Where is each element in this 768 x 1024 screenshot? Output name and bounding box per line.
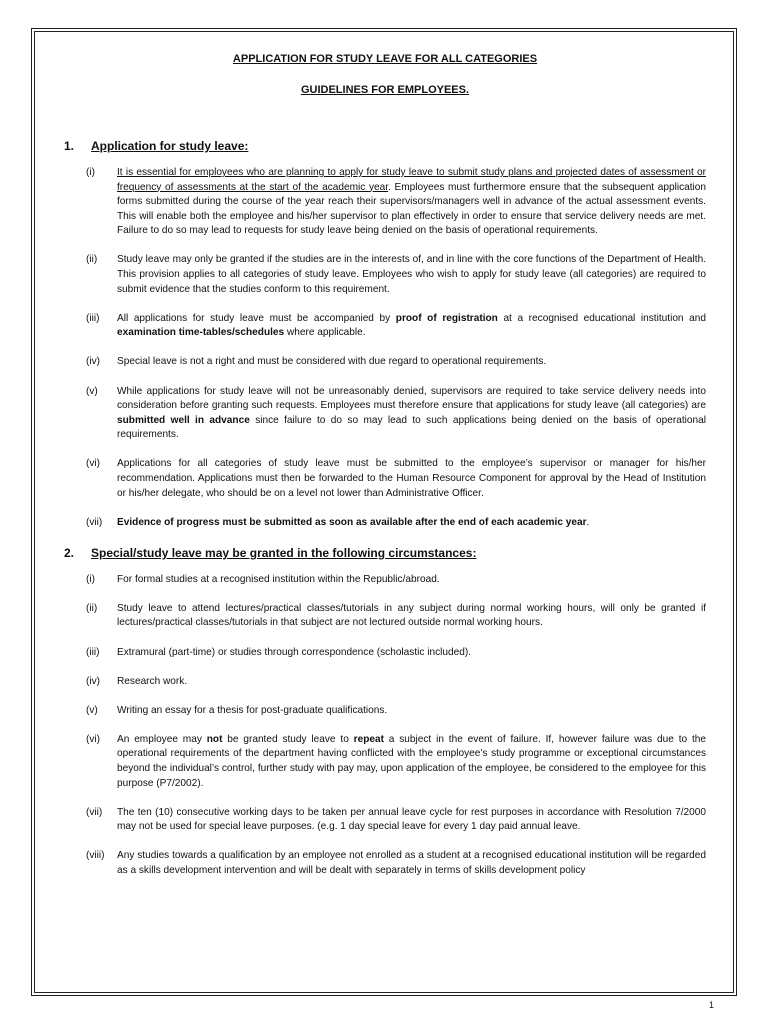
document-subtitle: GUIDELINES FOR EMPLOYEES. xyxy=(300,84,470,96)
document-body xyxy=(64,52,706,893)
item-number: (iv) xyxy=(86,675,101,687)
list-item xyxy=(64,516,706,531)
item-number: (vii) xyxy=(86,516,103,528)
item-number: (ii) xyxy=(86,254,98,266)
item-text xyxy=(117,806,706,835)
text-run: Writing an essay for a thesis for post-graduate qualifications. xyxy=(117,704,388,716)
list-item xyxy=(64,385,706,443)
sections-container xyxy=(64,138,706,879)
text-run: where applicable. xyxy=(284,327,366,339)
section-number: 1. xyxy=(64,139,75,153)
text-run: For formal studies at a recognised institution within the Republic/abroad. xyxy=(117,573,440,585)
emphasis-text: Evidence of progress must be submitted as soon as available after the end of each academic year xyxy=(117,516,587,528)
list-item xyxy=(64,704,706,719)
text-run: . Employees must furthermore ensure that the subsequent application forms submitted during the course of the year reach their supervisors/managers well in advance of the actual assessment events. This will enable both the employee and his/her supervisor to plan effectively in order to ensure that service delivery needs are met. Failure to do so may lead to requests for study leave being denied on the basis of operational requirements. xyxy=(117,181,706,237)
item-number: (vi) xyxy=(86,458,101,470)
text-run: Research work. xyxy=(117,675,188,687)
text-run: Study leave may only be granted if the studies are in the interests of, and in line with the core functions of the Department of Health. This provision applies to all categories of study leave. Employees who wish to apply for study leave (all categories) are required to submit evidence that the studies conform to this requirement. xyxy=(117,254,706,295)
item-text xyxy=(117,573,706,588)
list-item xyxy=(64,675,706,690)
emphasis-text: repeat xyxy=(353,733,384,745)
list-item xyxy=(64,166,706,239)
list-item xyxy=(64,355,706,370)
item-text xyxy=(117,602,706,631)
item-number: (i) xyxy=(86,573,95,585)
item-text xyxy=(117,516,706,531)
emphasis-text: not xyxy=(206,733,223,745)
list-item xyxy=(64,253,706,297)
text-run: . xyxy=(586,516,590,528)
document-title: APPLICATION FOR STUDY LEAVE FOR ALL CATEGORIES xyxy=(232,53,538,65)
list-item xyxy=(64,646,706,661)
section-heading xyxy=(64,138,706,154)
text-run: While applications for study leave will not be unreasonably denied, supervisors are required to take service delivery needs into consideration before granting such requests. Employees must therefore ensure that applications for study leave (all categories) are xyxy=(117,385,706,412)
item-text xyxy=(117,166,706,239)
section-number: 2. xyxy=(64,545,75,560)
item-text xyxy=(117,646,706,661)
text-run: An employee may xyxy=(117,733,207,745)
item-text xyxy=(117,849,706,878)
item-text xyxy=(117,675,706,690)
text-run: be granted study leave to xyxy=(222,733,354,745)
section-title: Special/study leave may be granted in the following circumstances: xyxy=(91,545,477,560)
text-run: a subject in the event of failure. If, however failure was due to the operational requirements of the department having conflicted with the employee’s study programme or exceptional circumstances beyond the individual’s control, further study with pay may, upon application of the employee, be considered to the employee for this purpose (P7/2002). xyxy=(117,733,706,789)
emphasis-text: examination time-tables/schedules xyxy=(117,327,285,339)
item-text xyxy=(117,385,706,443)
item-text xyxy=(117,355,706,370)
item-number: (iii) xyxy=(86,312,100,324)
text-run: Study leave to attend lectures/practical classes/tutorials in any subject during normal working hours, will only be granted if lectures/practical classes/tutorials in that subject are not lectured outside normal working hours. xyxy=(117,602,706,629)
section-2 xyxy=(64,545,706,879)
section-title: Application for study leave: xyxy=(91,139,249,153)
item-number: (vi) xyxy=(86,733,101,745)
emphasis-text: submitted well in advance xyxy=(117,414,250,426)
list-item xyxy=(64,457,706,501)
list-item xyxy=(64,312,706,341)
text-run: The ten (10) consecutive working days to be taken per annual leave cycle for rest purposes in accordance with Resolution 7/2000 may not be used for special leave purposes. (e.g. 1 day special leave for every 1 day paid annual leave. xyxy=(117,806,706,833)
item-text xyxy=(117,312,706,341)
underlined-text: It is essential for employees who are planning to apply for study leave to submit study plans and projected dates of assessment or frequency of assessments at the start of the academic year xyxy=(117,167,706,193)
list-item xyxy=(64,602,706,631)
text-run: Special leave is not a right and must be considered with due regard to operational requirements. xyxy=(117,356,547,368)
item-number: (iii) xyxy=(86,646,100,658)
emphasis-text: proof of registration xyxy=(395,312,498,324)
list-item xyxy=(64,573,706,588)
text-run: Any studies towards a qualification by an employee not enrolled as a student at a recognised educational institution will be regarded as a skills development intervention and will be dealt with separately in terms of skills development policy xyxy=(117,850,706,876)
list-item xyxy=(64,806,706,835)
item-number: (vii) xyxy=(86,806,103,818)
text-run: since failure to do so may lead to such applications being denied on the basis of operational requirements. xyxy=(117,414,706,441)
text-run: All applications for study leave must be accompanied by xyxy=(117,312,396,324)
item-number: (ii) xyxy=(86,602,98,614)
item-number: (viii) xyxy=(86,850,105,862)
item-text xyxy=(117,704,706,719)
section-heading xyxy=(64,545,706,561)
text-run: at a recognised educational institution and xyxy=(497,312,706,324)
item-number: (v) xyxy=(86,704,98,716)
text-run: Applications for all categories of study leave must be submitted to the employee’s supervisor or manager for his/her recommendation. Applications must then be forwarded to the Human Resource Component for approval by the Head of Institution or his/her delegate, who should be on a level not lower than Administrative Officer. xyxy=(117,458,706,499)
item-text xyxy=(117,457,706,501)
page-number: 1 xyxy=(708,1000,714,1010)
item-number: (iv) xyxy=(86,356,101,368)
list-item xyxy=(64,733,706,791)
list-item xyxy=(64,849,706,878)
section-1 xyxy=(64,138,706,530)
item-text xyxy=(117,733,706,791)
text-run: Extramural (part-time) or studies through correspondence (scholastic included). xyxy=(117,646,471,658)
item-number: (v) xyxy=(86,385,98,397)
item-number: (i) xyxy=(86,167,95,178)
item-text xyxy=(117,253,706,297)
